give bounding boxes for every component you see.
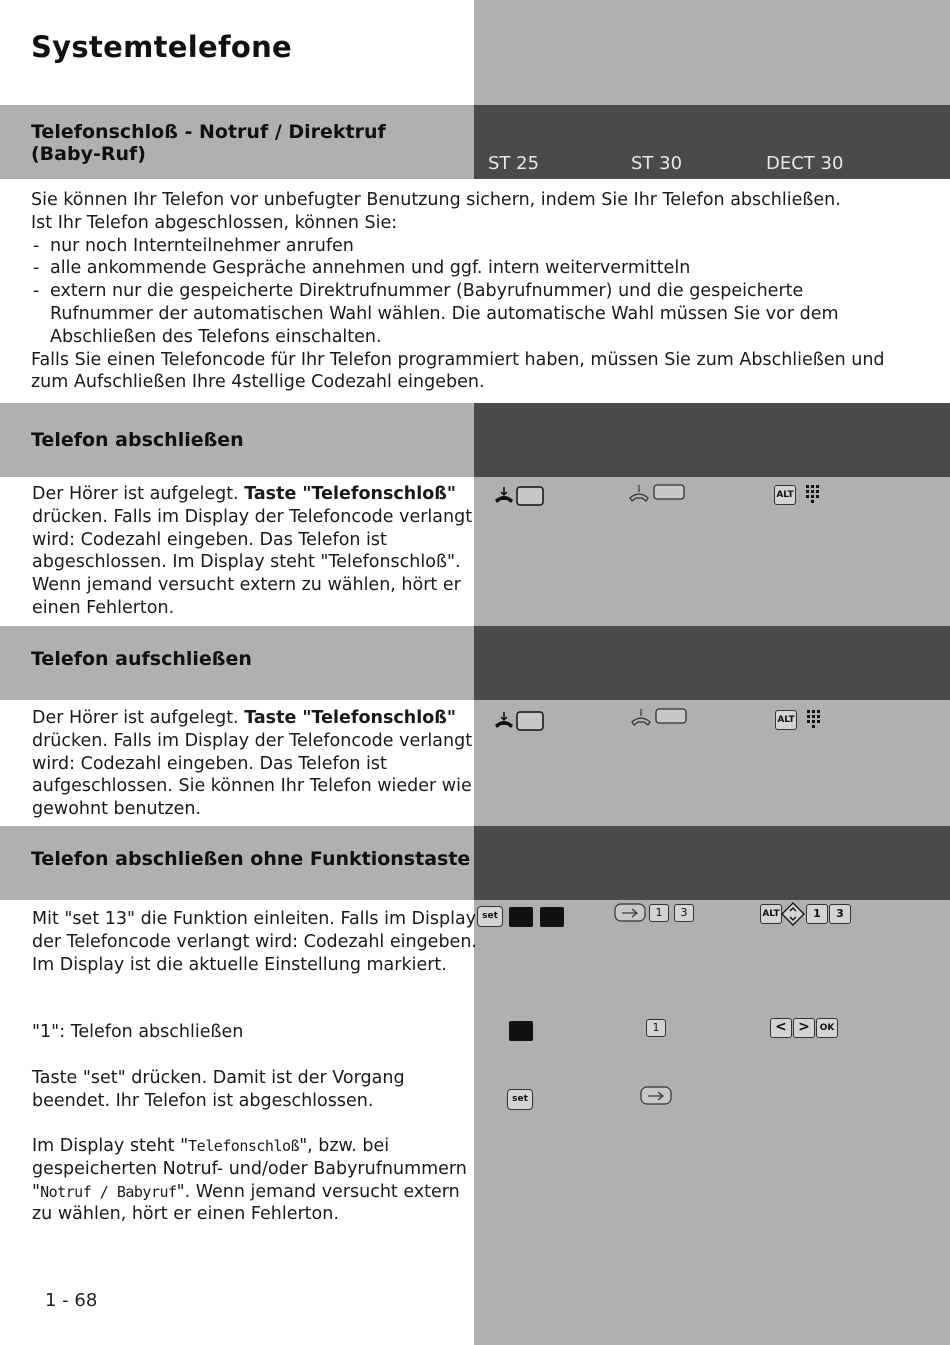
column-st25: ST 25 [488, 153, 540, 174]
digit-1-key-icon: 1 [646, 1019, 666, 1037]
unlock-text-bold: Taste "Telefonschloß" [244, 708, 456, 728]
step2-text: "1": Telefon abschließen [32, 1022, 244, 1042]
lock-section-band [0, 403, 950, 477]
diamond-navigation-key-icon [781, 902, 805, 926]
column-dect30: DECT 30 [766, 153, 844, 174]
page-number: 1 - 68 [45, 1290, 98, 1311]
alt-key-icon: ALT [760, 904, 782, 924]
list-item: - alle ankommende Gespräche annehmen und ggf. intern weitervermitteln [31, 257, 931, 280]
keypad-icon [805, 484, 821, 504]
arrow-key-icon [640, 1086, 672, 1106]
page-title: Systemtelefone [31, 30, 292, 64]
step4-text-c: ". Wenn jemand versucht extern zu wählen, hört er einen Fehlerton. [32, 1181, 460, 1225]
ok-key-icon: OK [816, 1018, 838, 1038]
step4-text-b: ", bzw. bei gespeicherten Notruf- und/oder Babyrufnummern " [32, 1136, 467, 1202]
intro-block [0, 179, 950, 403]
lock-section-title: Telefon abschließen [31, 429, 244, 451]
list-item: - nur noch Internteilnehmer anrufen [31, 235, 931, 258]
handset-key-outline-icon [628, 482, 688, 504]
black-key-icon [509, 907, 533, 927]
step3-text: Taste "set" drücken. Damit ist der Vorgang beendet. Ihr Telefon ist abgeschlossen. [32, 1068, 405, 1111]
black-key-icon [540, 907, 564, 927]
digit-3-key-icon: 3 [829, 904, 851, 924]
unlock-text-post: drücken. Falls im Display der Telefoncode verlangt wird: Codezahl eingeben. Das Telefon ist aufgeschlossen. Sie können Ihr Telefon wieder wie gewohnt benutzen. [32, 730, 473, 820]
no-function-key-section-band [0, 826, 950, 900]
handset-key-outline-icon [630, 706, 690, 728]
digit-1-key-icon: 1 [649, 904, 669, 922]
handset-key-icon [493, 709, 553, 733]
step4-text-a: Im Display steht " [32, 1136, 189, 1156]
set-key-icon: set [507, 1089, 533, 1110]
no-function-key-section-title: Telefon abschließen ohne Funktionstaste [31, 848, 471, 870]
display-text-telefonschloss: Telefonschloß [188, 1137, 300, 1155]
digit-3-key-icon: 3 [674, 904, 694, 922]
intro-line1: Sie können Ihr Telefon vor unbefugter Benutzung sichern, indem Sie Ihr Telefon abschließen. [31, 190, 841, 210]
alt-key-icon: ALT [774, 485, 796, 505]
unlock-section-band [0, 626, 950, 700]
left-arrow-key-icon: < [770, 1018, 792, 1038]
unlock-text-pre: Der Hörer ist aufgelegt. [32, 708, 245, 728]
section-title: Telefonschloß - Notruf / Direktruf (Baby-Ruf) [31, 121, 386, 165]
lock-text-post: drücken. Falls im Display der Telefoncode verlangt wird: Codezahl eingeben. Das Telefon ist abgeschlossen. Im Display steht "Telefonschloß". Wenn jemand versucht extern zu wählen, hört er einen Fehlerton. [32, 506, 473, 618]
black-key-icon [509, 1021, 533, 1041]
column-st30: ST 30 [631, 153, 683, 174]
keypad-icon [806, 709, 822, 729]
digit-1-key-icon: 1 [806, 904, 828, 924]
unlock-section-title: Telefon aufschließen [31, 648, 252, 670]
lock-text-pre: Der Hörer ist aufgelegt. [32, 484, 245, 504]
list-item: - extern nur die gespeicherte Direktrufnummer (Babyrufnummer) und die gespeicherte Rufnummer der automatischen Wahl wählen. Die automatische Wahl müssen Sie vor dem Abschließen des Telefons einschalten. [31, 280, 880, 348]
intro-line3: Falls Sie einen Telefoncode für Ihr Telefon programmiert haben, müssen Sie zum Abschließen und zum Aufschließen Ihre 4stellige Codezahl eingeben. [31, 349, 885, 393]
alt-key-icon: ALT [775, 710, 797, 730]
handset-key-icon [493, 484, 553, 508]
intro-line2: Ist Ihr Telefon abgeschlossen, können Sie: [31, 212, 398, 233]
lock-description [32, 483, 477, 620]
right-arrow-key-icon: > [793, 1018, 815, 1038]
step1-text: Mit "set 13" die Funktion einleiten. Falls im Display der Telefoncode verlangt wird: Codezahl eingeben. Im Display ist die aktuelle Einstellung markiert. [32, 909, 477, 975]
lock-text-bold: Taste "Telefonschloß" [244, 484, 456, 504]
intro-text [31, 189, 931, 394]
set-key-icon: set [477, 906, 503, 927]
arrow-key-icon [614, 903, 646, 923]
display-text-notruf-babyruf: Notruf / Babyruf [40, 1182, 177, 1201]
unlock-description [32, 707, 477, 821]
intro-bullets [31, 235, 931, 349]
section-header-band [0, 105, 950, 179]
step4-text [32, 1135, 477, 1226]
